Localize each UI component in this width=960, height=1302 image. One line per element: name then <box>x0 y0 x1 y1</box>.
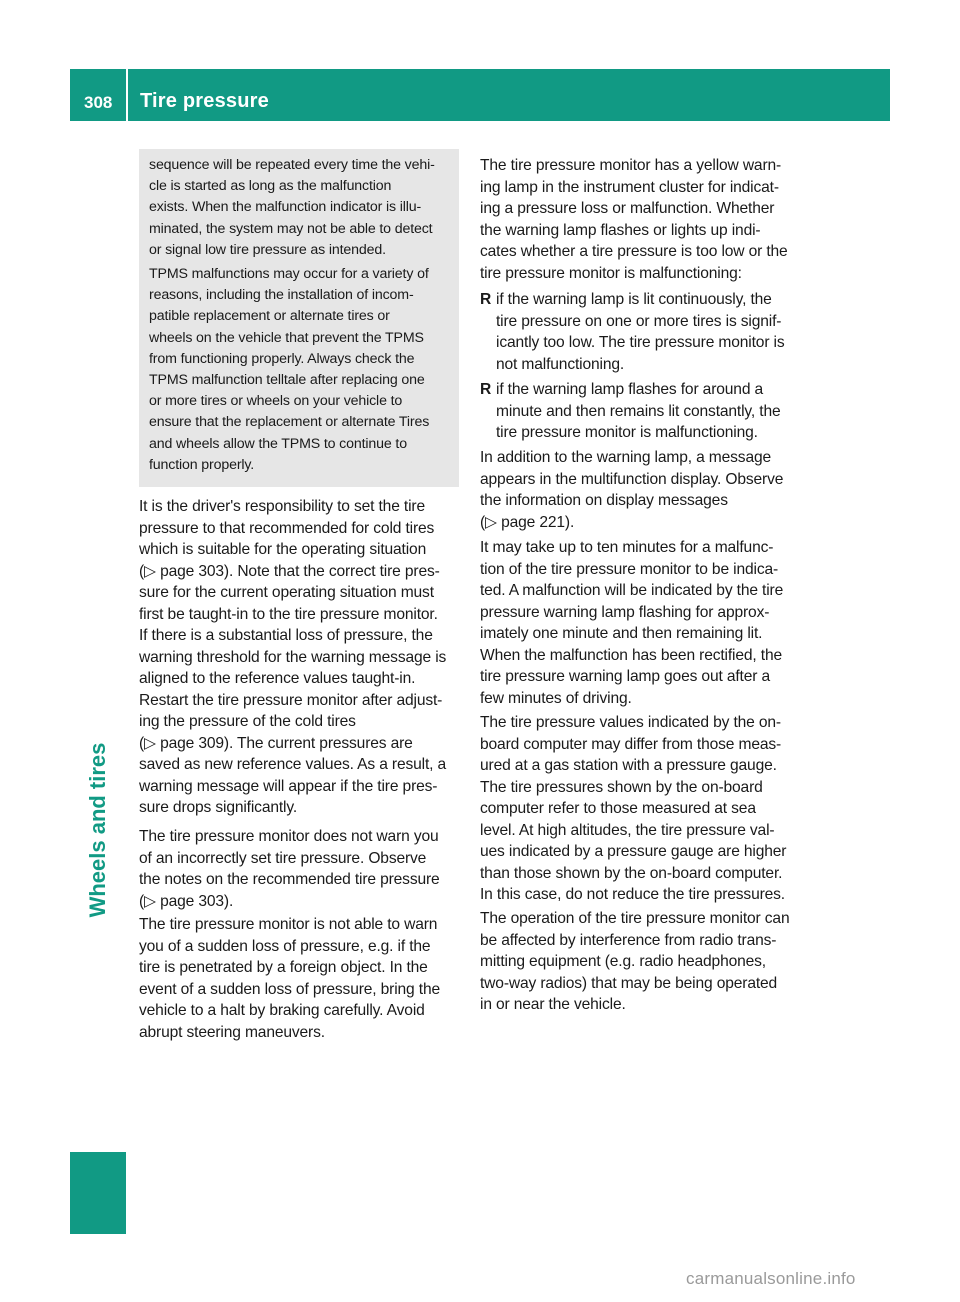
header-bar <box>70 69 890 121</box>
bullet-mark: R <box>480 381 492 398</box>
side-chapter-label: Wheels and tires <box>85 742 110 918</box>
bullet-text: if the warning lamp is lit continuously, the tire pressure on one or more tires is signif- icantly too low. The tire pressure monitor is not malfunctioning. <box>496 291 785 373</box>
right-paragraph-3: The tire pressure values indicated by the on- board computer may differ from those meas- ured at a gas station with a pressure gauge. The tire pressures shown by the on-board computer refer to those measured at sea level. At high altitudes, the tire pressure val- ues indicated by a pressure gauge are higher than those shown by the on-board computer. In this case, do not reduce the tire pressures. <box>480 714 787 903</box>
right-intro-paragraph: The tire pressure monitor has a yellow warn- ing lamp in the instrument cluster for indicat- ing a pressure loss or malfunction. Whether the warning lamp flashes or lights up indi- cates whether a tire pressure is too low or the tire pressure monitor is malfunctioning: <box>480 157 788 282</box>
header-divider <box>126 69 128 121</box>
right-paragraph-1: In addition to the warning lamp, a message appears in the multifunction display. Observe the information on display messages (▷ page 221). <box>480 449 784 531</box>
bullet-mark: R <box>480 291 492 308</box>
section-title: Tire pressure <box>140 90 269 112</box>
bullet-text: if the warning lamp flashes for around a minute and then remains lit constantly, the tire pressure monitor is malfunctioning. <box>496 381 781 441</box>
bullet-item-1 <box>480 289 815 377</box>
left-paragraph-2: The tire pressure monitor does not warn you of an incorrectly set tire pressure. Observe the notes on the recommended tire pressure (▷ page 303). <box>139 828 440 910</box>
right-paragraph-4: The operation of the tire pressure monitor can be affected by interference from radio trans- mitting equipment (e.g. radio headphones, two-way radios) that may be being operated in or near the vehicle. <box>480 910 790 1013</box>
notice-box <box>139 149 459 487</box>
left-paragraph-3: The tire pressure monitor is not able to warn you of a sudden loss of pressure, e.g. if the tire is penetrated by a foreign object. In the event of a sudden loss of pressure, bring the vehicle to a halt by braking carefully. Avoid abrupt steering maneuvers. <box>139 916 440 1041</box>
left-paragraph-1: It is the driver's responsibility to set the tire pressure to that recommended for cold tires which is suitable for the operating situation (▷ page 303). Note that the correct tire pres- sure for the current operating situation must first be taught-in to the tire pressure monitor. If there is a substantial loss of pressure, the warning threshold for the warning message is aligned to the reference values taught-in. Restart the tire pressure monitor after adjust- ing the pressure of the cold tires (▷ page 309). The current pressures are saved as new reference values. As a result, a warning message will appear if the tire pres- sure drops significantly. <box>139 498 447 816</box>
watermark: carmanualsonline.info <box>686 1269 856 1288</box>
notice-paragraph-1: sequence will be repeated every time the vehi- cle is started as long as the malfunction exists. When the malfunction indicator is illu- minated, the system may not be able to detect or signal low tire pressure as intended. <box>149 157 435 258</box>
chapter-tab <box>70 1152 126 1234</box>
right-paragraph-2: It may take up to ten minutes for a malfunc- tion of the tire pressure monitor to be indica- ted. A malfunction will be indicated by the tire pressure warning lamp flashing for approx- imately one minute and then remaining lit. When the malfunction has been rectified, the tire pressure warning lamp goes out after a few minutes of driving. <box>480 539 784 707</box>
notice-paragraph-2: TPMS malfunctions may occur for a variety of reasons, including the installation of incom- patible replacement or alternate tires or wheels on the vehicle that prevent the TPMS from functioning properly. Always check the TPMS malfunction telltale after replacing one or more tires or wheels on your vehicle to ensure that the replacement or alternate Tires and wheels allow the TPMS to continue to function properly. <box>149 266 430 473</box>
bullet-item-2 <box>480 379 815 445</box>
page-number: 308 <box>84 93 113 112</box>
